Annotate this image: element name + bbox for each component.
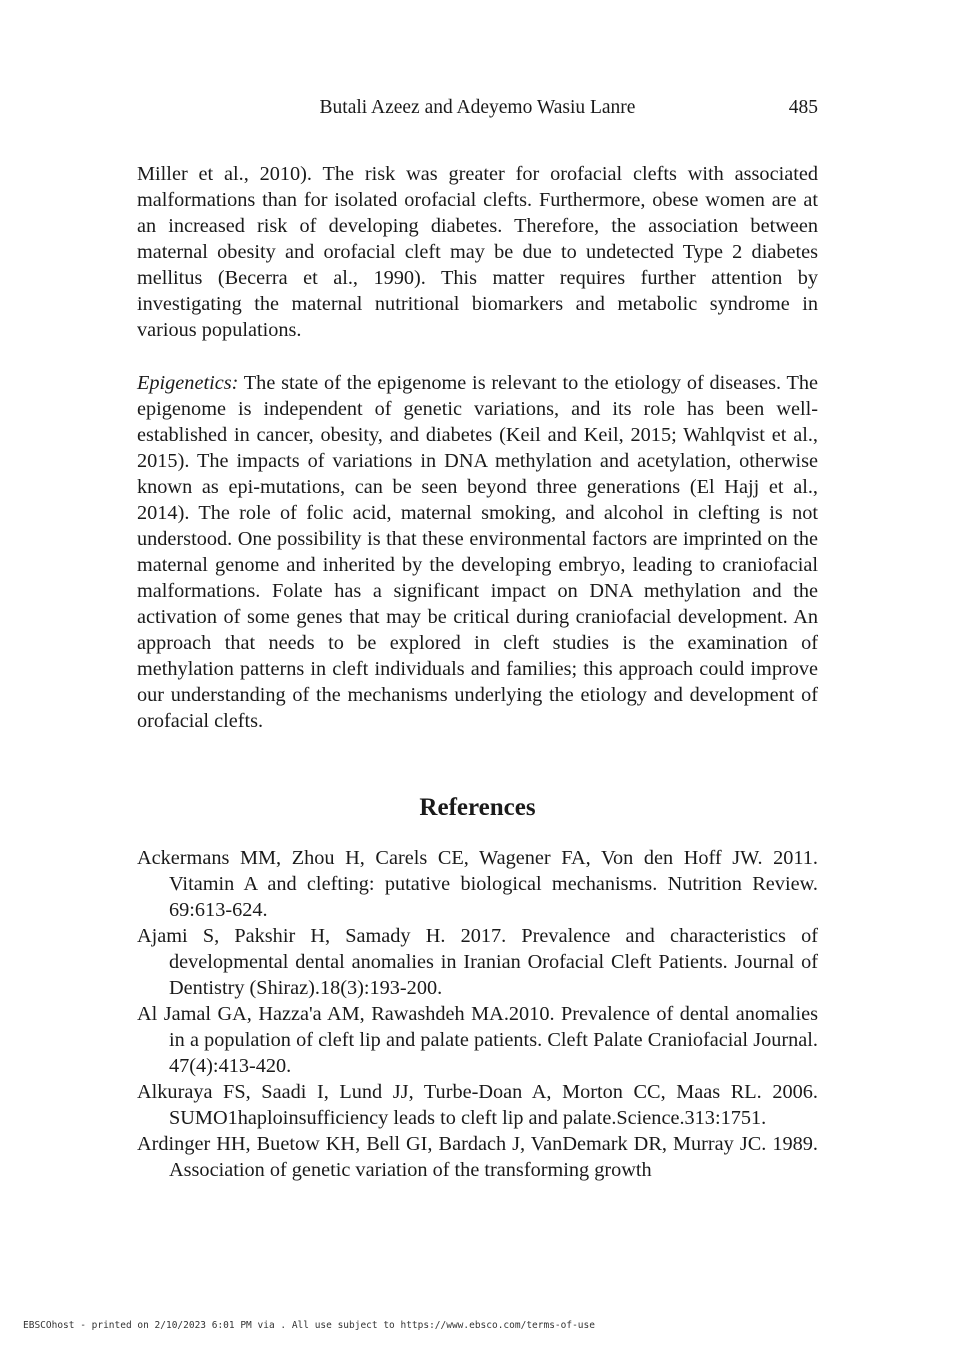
page-number: 485 xyxy=(788,97,818,118)
reference-item: Alkuraya FS, Saadi I, Lund JJ, Turbe-Doan A, Morton CC, Maas RL. 2006. SUMO1haploinsufficiency leads to cleft lip and palate.Science.313:1751. xyxy=(137,1081,818,1129)
running-head-authors: Butali Azeez and Adeyemo Wasiu Lanre xyxy=(319,97,636,118)
epigenetics-paragraph-text: The state of the epigenome is relevant to the etiology of diseases. The epigenome is independent of genetic variations, and its role has been well-established in cancer, obesity, and diabetes (Keil and Keil, 2015; Wahlqvist et al., 2015). The impacts of variations in DNA methylation and acetylation, otherwise known as epi-mutations, can be seen beyond three generations (El Hajj et al., 2014). The role of folic acid, maternal smoking, and alcohol in clefting is not understood. One possibility is that these environmental factors are imprinted on the maternal genome and inherited by the developing embryo, leading to craniofacial malformations. Folate has a significant impact on DNA methylation and the activation of some genes that may be critical during craniofacial development. An approach that needs to be explored in cleft studies is the examination of methylation patterns in cleft individuals and families; this approach could improve our understanding of the mechanisms underlying the etiology and development of orofacial clefts. xyxy=(137,372,818,732)
body-paragraph-obesity: Miller et al., 2010). The risk was greater for orofacial clefts with associated malformations than for isolated orofacial clefts. Furthermore, obese women are at an increased risk of developing diabetes. Therefore, the association between maternal obesity and orofacial cleft may be due to undetected Type 2 diabetes mellitus (Becerra et al., 1990). This matter requires further attention by investigating the maternal nutritional biomarkers and metabolic syndrome in various populations. xyxy=(137,163,818,341)
reference-item: Ajami S, Pakshir H, Samady H. 2017. Prevalence and characteristics of developmental dental anomalies in Iranian Orofacial Cleft Patients. Journal of Dentistry (Shiraz).18(3):193-200. xyxy=(137,925,818,999)
reference-item: Ardinger HH, Buetow KH, Bell GI, Bardach J, VanDemark DR, Murray JC. 1989. Association of genetic variation of the transforming growth xyxy=(137,1133,818,1181)
reference-item: Al Jamal GA, Hazza'a AM, Rawashdeh MA.2010. Prevalence of dental anomalies in a population of cleft lip and palate patients. Cleft Palate Craniofacial Journal. 47(4):413-420. xyxy=(137,1003,818,1077)
body-paragraph-epigenetics xyxy=(137,370,818,734)
print-footer: EBSCOhost - printed on 2/10/2023 6:01 PM via . All use subject to https://www.ebsco.com/terms-of-use xyxy=(23,1320,595,1331)
references-heading: References xyxy=(419,794,536,821)
reference-list xyxy=(137,845,818,1183)
reference-item: Ackermans MM, Zhou H, Carels CE, Wagener FA, Von den Hoff JW. 2011. Vitamin A and clefting: putative biological mechanisms. Nutrition Review. 69:613-624. xyxy=(137,847,818,921)
epigenetics-run-in-heading: Epigenetics: xyxy=(137,372,239,394)
running-head xyxy=(137,97,818,123)
